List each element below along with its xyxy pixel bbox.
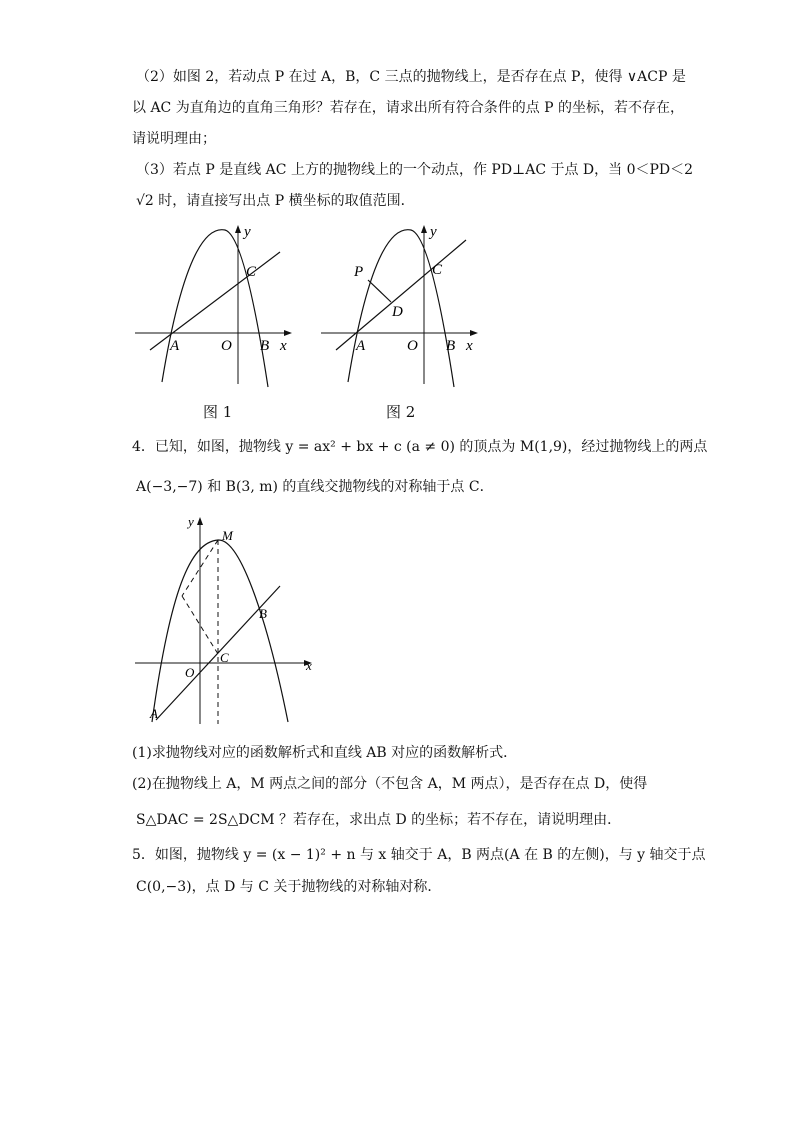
q4-label-x: x bbox=[306, 658, 312, 673]
fig2-label-y: y bbox=[430, 224, 437, 240]
q4-label-a: A bbox=[150, 706, 158, 721]
fig1-label-o: O bbox=[221, 338, 232, 354]
fig2-label-b: B bbox=[446, 338, 456, 354]
fig2-label-c: C bbox=[432, 262, 443, 278]
fig2-caption: 图 2 bbox=[386, 403, 416, 421]
fig1-label-b: B bbox=[260, 338, 270, 354]
q4-label-y: y bbox=[188, 514, 194, 529]
figure-1 bbox=[130, 222, 300, 392]
q3-part2-line3: 请说明理由； bbox=[132, 131, 216, 147]
fig2-label-o: O bbox=[407, 338, 418, 354]
q4-label-m: M bbox=[222, 528, 233, 543]
q5-line2: C(0,−3)，点 D 与 C 关于抛物线的对称轴对称． bbox=[136, 879, 442, 895]
fig1-label-y: y bbox=[244, 224, 251, 240]
q4-sub2-line2: S△DAC = 2S△DCM ？若存在，求出点 D 的坐标；若不存在，请说明理由． bbox=[136, 812, 622, 828]
q4-label-b: B bbox=[259, 606, 267, 621]
fig2-label-a: A bbox=[356, 338, 366, 354]
q4-sub1: (1)求抛物线对应的函数解析式和直线 AB 对应的函数解析式． bbox=[132, 745, 518, 761]
q4-label-o: O bbox=[185, 665, 195, 680]
q4-line2: A(−3,−7) 和 B(3, m) 的直线交抛物线的对称轴于点 C． bbox=[136, 479, 494, 495]
fig1-caption: 图 1 bbox=[203, 403, 233, 421]
q3-part3-line2: √2 时，请直接写出点 P 横坐标的取值范围． bbox=[136, 193, 415, 209]
q3-part2-line1: （2）如图 2，若动点 P 在过 A，B，C 三点的抛物线上，是否存在点 P，使得 ∨ACP 是 bbox=[136, 69, 686, 85]
fig2-label-x: x bbox=[466, 338, 473, 354]
q3-part3-line1: （3）若点 P 是直线 AC 上方的抛物线上的一个动点，作 PD⊥AC 于点 D，当 0＜PD＜2 bbox=[136, 162, 694, 178]
figure-q4 bbox=[130, 512, 320, 727]
fig2-label-p: P bbox=[354, 264, 364, 280]
q4-label-c: C bbox=[220, 650, 229, 665]
q5-line1: 5．如图，抛物线 y = (x − 1)² + n 与 x 轴交于 A，B 两点(A 在 B 的左侧)，与 y 轴交于点 bbox=[132, 847, 706, 863]
fig2-label-d: D bbox=[392, 304, 403, 320]
q4-sub2-line1: (2)在抛物线上 A，M 两点之间的部分（不包含 A，M 两点），是否存在点 D，使得 bbox=[132, 776, 648, 792]
q4-line1: 4．已知，如图，抛物线 y = ax² + bx + c (a ≠ 0) 的顶点为 M(1,9)，经过抛物线上的两点 bbox=[132, 439, 708, 455]
q3-part2-line2: 以 AC 为直角边的直角三角形？若存在，请求出所有符合条件的点 P 的坐标，若不存在， bbox=[132, 100, 685, 116]
fig1-label-x: x bbox=[280, 338, 287, 354]
fig1-label-c: C bbox=[246, 264, 257, 280]
fig1-label-a: A bbox=[170, 338, 180, 354]
figure-2 bbox=[316, 222, 486, 392]
